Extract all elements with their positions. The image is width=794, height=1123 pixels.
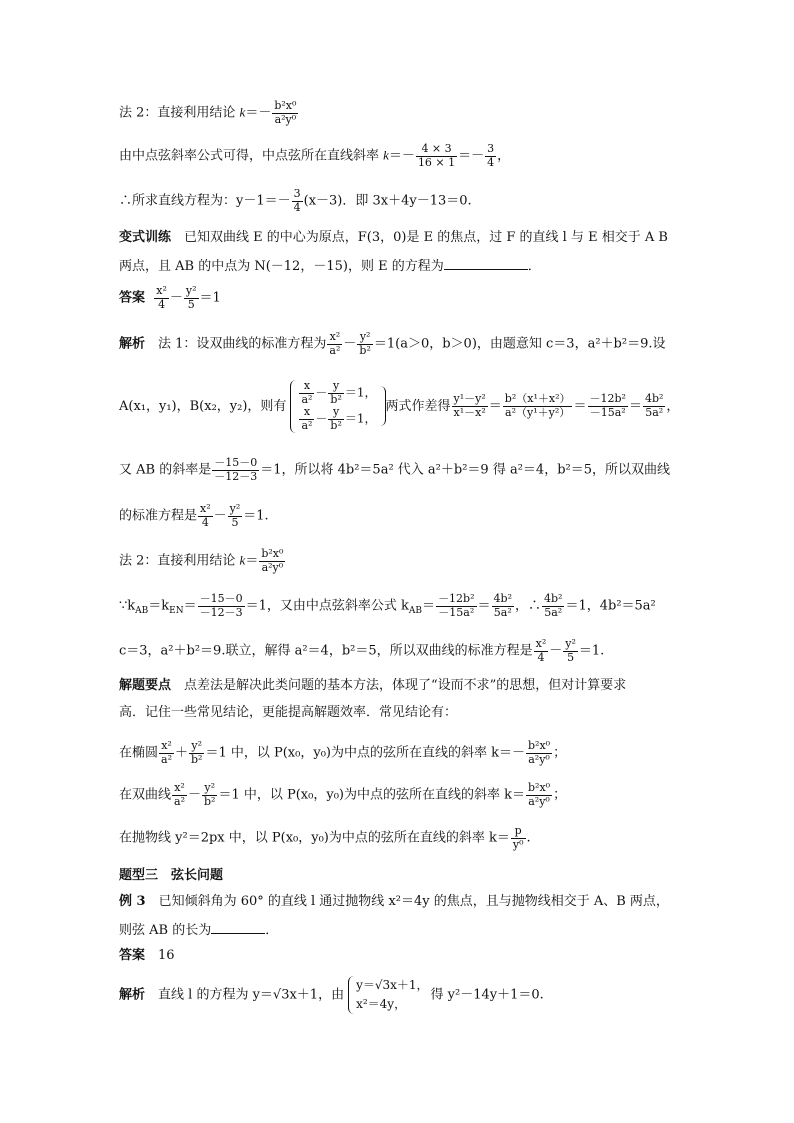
fraction <box>643 393 665 419</box>
numerator: y² <box>357 331 372 345</box>
right-brace <box>379 386 386 426</box>
text: 两点，且 AB 的中点为 N(－12，－15)，则 E 的方程为 <box>119 259 444 274</box>
numerator: －15－0 <box>199 592 243 605</box>
numerator: y <box>328 406 343 420</box>
denominator: b² <box>191 752 203 766</box>
denominator: a²y⁰ <box>261 560 284 574</box>
fraction <box>172 782 187 808</box>
slope-substitution-line <box>119 457 670 483</box>
answer-label: 答案 <box>119 948 146 963</box>
ellipse-conclusion-line <box>119 740 566 766</box>
fraction <box>542 593 564 619</box>
numerator: b²（x¹＋x²） <box>504 392 571 406</box>
subscript: EN <box>169 606 184 617</box>
text: 法 2：直接利用结论 <box>119 105 240 121</box>
fraction <box>452 393 488 419</box>
fraction <box>503 393 573 419</box>
section-label: 变式训练 <box>119 230 172 245</box>
text: 已知倾斜角为 60° 的直线 l 通过抛物线 x²＝4y 的焦点，且与抛物线相交于 A、B 两点， <box>145 894 669 909</box>
numerator: 3 <box>293 187 301 200</box>
text: 在双曲线 <box>119 787 172 803</box>
equation-system <box>288 380 376 433</box>
fraction <box>154 285 169 311</box>
numerator: y² <box>229 502 241 515</box>
example3-line <box>119 895 669 908</box>
numerator: y² <box>565 637 576 650</box>
fraction <box>492 593 514 619</box>
text: A(x₁，y₁)，B(x₂，y₂)，则有 <box>119 398 287 414</box>
op: － <box>343 336 357 352</box>
denominator: a² <box>301 418 313 432</box>
var-k: k <box>239 552 246 568</box>
denominator: 16 × 1 <box>417 155 456 169</box>
numerator: y² <box>189 740 204 754</box>
numerator: x <box>299 406 314 420</box>
denominator: a² <box>329 343 341 357</box>
numerator: b²x⁰ <box>274 99 297 112</box>
fraction <box>485 143 496 169</box>
denominator: b² <box>204 794 216 808</box>
denominator: 4 <box>158 297 166 311</box>
text: 由中点弦斜率公式可得，中点弦所在直线斜率 <box>119 148 384 164</box>
numerator: －15－0 <box>214 456 258 469</box>
section-heading <box>119 869 223 882</box>
section-label: 解题要点 <box>119 678 172 693</box>
solve-line <box>119 638 604 664</box>
numerator: p <box>511 825 526 839</box>
fraction <box>259 548 285 574</box>
fraction <box>327 331 342 357</box>
text: . <box>526 830 531 846</box>
fraction <box>202 782 217 808</box>
denominator: a²y⁰ <box>528 794 550 808</box>
fraction <box>292 188 303 214</box>
analysis-label: 解析 <box>119 987 146 1003</box>
text: 直线 l 的方程为 y＝√3x＋1，由 <box>145 987 345 1003</box>
denominator: a² <box>174 794 185 808</box>
text: ＝1 <box>199 290 221 306</box>
fraction <box>159 740 174 766</box>
standard-equation-line <box>119 503 269 529</box>
fraction <box>189 740 204 766</box>
method2-formula-line-2 <box>119 548 286 574</box>
answer-line <box>119 285 221 311</box>
text: ＝1. <box>578 643 605 659</box>
denominator: a²y⁰ <box>528 752 550 766</box>
text: ， <box>497 148 511 164</box>
fraction <box>328 380 343 406</box>
text: 得 y²－14y＋1＝0. <box>430 987 544 1003</box>
op: － <box>169 290 183 306</box>
text: ＝1. <box>243 508 269 524</box>
text: 则弦 AB 的长为 <box>119 923 212 938</box>
eq: ＝ <box>488 398 502 414</box>
numerator: 3 <box>487 142 495 155</box>
eq: ＝－ <box>458 148 485 164</box>
text: ，∴ <box>514 598 541 614</box>
eq: ＝ <box>245 553 259 569</box>
text: 在抛物线 y²＝2px 中，以 P(x₀，y₀)为中点的弦所在直线的斜率 k＝ <box>119 830 510 846</box>
system-row: $\frac{x}{\text{a²}}$ － $\frac{y}{\text{b²}}$ ＝1， <box>301 379 377 406</box>
numerator: y <box>328 380 343 394</box>
numerator: 4b² <box>493 592 512 605</box>
analysis-label: 解析 <box>119 336 146 352</box>
denominator: 5 <box>231 515 239 529</box>
denominator: b² <box>330 418 342 432</box>
eq: ＝－ <box>245 105 272 121</box>
text: 法 2：直接利用结论 <box>119 553 240 569</box>
eq: ＝ <box>422 598 436 614</box>
fraction <box>534 638 549 664</box>
text: ． <box>527 259 541 274</box>
fraction <box>198 503 213 529</box>
key-points-line-2 <box>119 706 457 719</box>
fraction <box>436 593 476 619</box>
denominator: x¹－x² <box>453 405 486 419</box>
denominator: 4 <box>201 515 209 529</box>
numerator: x² <box>156 284 167 297</box>
text: 在椭圆 <box>119 745 159 761</box>
system-row: y＝√3x＋1， <box>356 978 429 992</box>
numerator: －12b² <box>589 392 626 406</box>
denominator: 4 <box>487 155 495 169</box>
variant-exercise-line <box>119 231 668 244</box>
denominator: －12－3 <box>199 605 243 619</box>
numerator: x² <box>159 740 174 754</box>
fraction <box>563 638 578 664</box>
text: ＝1 中，以 P(x₀，y₀)为中点的弦所在直线的斜率 k＝ <box>218 787 525 803</box>
var-k: k <box>239 104 246 120</box>
text: ＝1(a＞0，b＞0)，由题意知 c＝3，a²＋b²＝9.设 <box>373 336 666 352</box>
numerator: 4b² <box>544 592 563 605</box>
numerator: b²x⁰ <box>528 781 551 794</box>
eq: ＝ <box>477 598 491 614</box>
numerator: b²x⁰ <box>528 739 551 752</box>
text: 又 AB 的斜率是 <box>119 462 212 478</box>
fraction <box>198 593 245 619</box>
denominator: a² <box>161 752 172 766</box>
numerator: x² <box>200 502 211 515</box>
numerator: x² <box>172 782 187 796</box>
fraction <box>526 740 552 766</box>
example-label: 例 3 <box>119 894 146 909</box>
denominator: b² <box>330 392 342 406</box>
equation-system <box>346 976 428 1014</box>
text: ； <box>553 745 567 761</box>
numerator: b²x⁰ <box>261 547 284 560</box>
var-k: k <box>383 147 389 163</box>
system-difference-line <box>119 380 679 433</box>
text: 两式作差得 <box>385 398 451 414</box>
system-row: $\frac{x}{\text{a²}}$ － $\frac{y}{\text{b²}}$ ＝1， <box>301 405 377 432</box>
numerator: y² <box>202 782 217 796</box>
fraction <box>228 503 243 529</box>
numerator: y² <box>185 284 197 297</box>
denominator: 4 <box>537 650 545 664</box>
denominator: －12－3 <box>214 469 258 483</box>
fraction <box>357 331 372 357</box>
fraction <box>299 380 314 406</box>
denominator: 5a² <box>544 605 563 619</box>
op: － <box>213 508 227 524</box>
denominator: 5a² <box>645 405 664 419</box>
text: 高．记住一些常见结论，更能提高解题效率．常见结论有： <box>119 705 458 720</box>
text: ， <box>666 398 680 414</box>
numerator: x <box>299 380 314 394</box>
fraction <box>212 457 259 483</box>
method2-formula-line <box>119 100 299 126</box>
key-points-line <box>119 679 626 692</box>
analysis-line-2 <box>119 976 544 1014</box>
text: ＝1， <box>344 411 377 426</box>
eq: ＝－ <box>388 148 415 164</box>
text: ＝1，又由中点弦斜率公式 k <box>245 598 409 614</box>
text: 点差法是解决此类问题的基本方法，体现了“设而不求”的思想，但对计算要求 <box>171 678 627 693</box>
denominator: b² <box>359 343 371 357</box>
parabola-conclusion-line <box>119 825 531 851</box>
eq: ＝ <box>183 598 197 614</box>
numerator: 4 × 3 <box>416 143 457 157</box>
op: ＋ <box>174 745 188 761</box>
eq: ＝k <box>148 598 170 614</box>
text: ＝1，4b²＝5a² <box>565 598 656 614</box>
text: c＝3，a²＋b²＝9.联立，解得 a²＝4，b²＝5，所以双曲线的标准方程是 <box>119 643 533 659</box>
denominator: 5a² <box>493 605 512 619</box>
heading-text: 题型三 弦长问题 <box>119 868 224 883</box>
text: 已知双曲线 E 的中心为原点，F(3，0)是 E 的焦点，过 F 的直线 l 与 E 相交于 A B <box>171 230 668 245</box>
text: ＝1 中，以 P(x₀，y₀)为中点的弦所在直线的斜率 k＝－ <box>205 745 525 761</box>
denominator: y⁰ <box>512 837 524 851</box>
denominator: －15a² <box>589 405 626 419</box>
numerator: －12b² <box>438 592 475 605</box>
denominator: a²y⁰ <box>274 112 297 126</box>
variant-exercise-line-2 <box>119 257 541 273</box>
denominator: 5 <box>567 650 575 664</box>
slope-line <box>119 143 510 169</box>
numerator: x² <box>327 331 342 345</box>
fraction <box>328 406 343 432</box>
op: － <box>187 787 201 803</box>
denominator: 4 <box>293 200 301 214</box>
answer-line-2 <box>119 949 175 962</box>
fraction <box>416 143 457 169</box>
answer-blank <box>444 257 528 270</box>
answer-blank <box>211 921 265 934</box>
subscript: AB <box>135 606 149 617</box>
eq: ＝ <box>573 398 587 414</box>
hyperbola-conclusion-line <box>119 782 566 808</box>
fraction <box>184 285 199 311</box>
line-equation-result <box>119 188 472 214</box>
op: － <box>549 643 563 659</box>
answer-label: 答案 <box>119 290 146 306</box>
subscript: AB <box>408 606 423 617</box>
text: 的标准方程是 <box>119 508 198 524</box>
fraction <box>511 825 526 851</box>
numerator: 4b² <box>644 392 664 406</box>
eq: ＝ <box>628 398 642 414</box>
fraction <box>588 393 628 419</box>
fraction <box>272 100 298 126</box>
fraction <box>299 406 314 432</box>
denominator: 5 <box>187 297 195 311</box>
system-row: x²＝4y， <box>356 997 407 1012</box>
denominator: a² <box>301 392 313 406</box>
text: ∵k <box>119 598 136 614</box>
text: (x－3)．即 3x＋4y－13＝0. <box>303 193 472 209</box>
text: ∴所求直线方程为：y－1＝－ <box>119 193 291 209</box>
answer-value: 16 <box>145 948 175 963</box>
example3-line-2 <box>119 921 278 937</box>
denominator: a²（y¹＋y²） <box>505 405 571 419</box>
text: ＝1，所以将 4b²＝5a² 代入 a²＋b²＝9 得 a²＝4，b²＝5，所以双曲线 <box>260 462 670 478</box>
analysis-line <box>119 331 665 357</box>
fraction <box>526 782 552 808</box>
numerator: x² <box>535 637 547 650</box>
text: ； <box>553 787 567 803</box>
numerator: y¹－y² <box>453 392 486 406</box>
text: 法 1：设双曲线的标准方程为 <box>145 336 327 352</box>
text: ． <box>265 923 279 938</box>
slope-equality-line <box>119 593 656 619</box>
text: ＝1， <box>344 385 377 400</box>
denominator: －15a² <box>438 605 475 619</box>
